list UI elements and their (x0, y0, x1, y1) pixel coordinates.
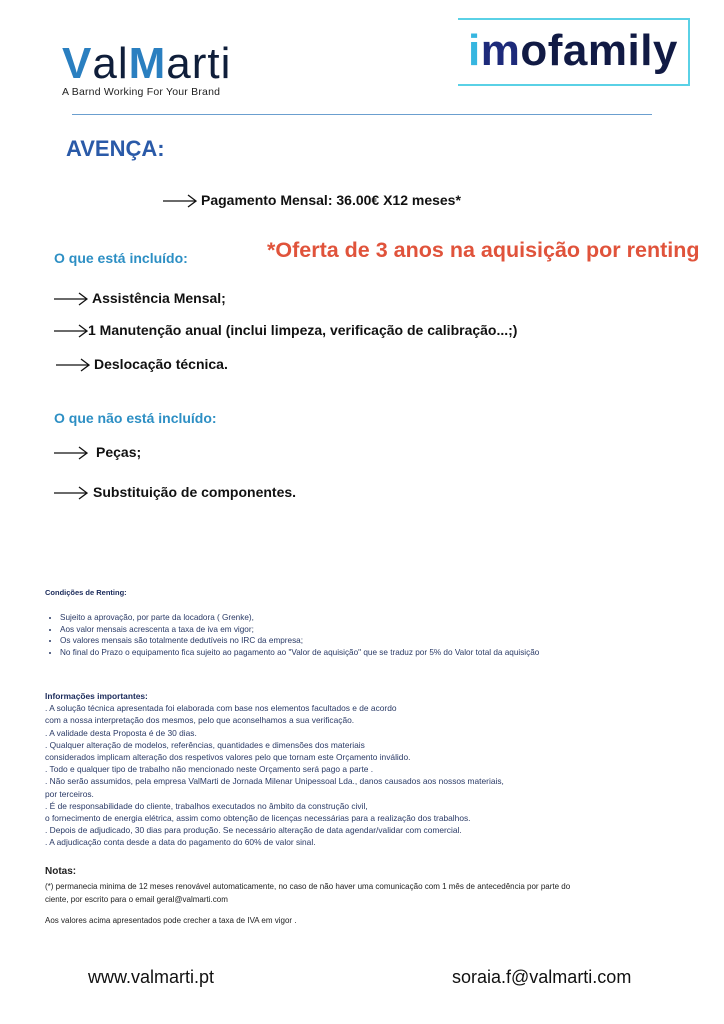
notas-text (45, 881, 695, 906)
arrow-right-icon (56, 358, 90, 372)
notas-heading: Notas: (45, 866, 77, 877)
arrow-right-icon (54, 324, 88, 338)
imofamily-logo (458, 18, 690, 86)
notas-line: (*) permanecia minima de 12 meses renovável automaticamente, no caso de não haver uma comunicação com 1 mês de antecedência por parte do (45, 882, 571, 891)
arrow-right-icon (163, 194, 197, 208)
list-item: • Os valores mensais são totalmente dedutíveis no IRC da empresa; (60, 635, 700, 647)
imofamily-wordmark: imofamily (468, 26, 678, 75)
info-line: . Qualquer alteração de modelos, referências, quantidades e dimensões dos materiais (45, 739, 365, 750)
renting-heading: Condições de Renting: (45, 588, 127, 597)
footer-email[interactable]: soraia.f@valmarti.com (452, 967, 632, 987)
excluded-item: Substituição de componentes. (54, 484, 296, 500)
info-line: . Todo e qualquer tipo de trabalho não mencionado neste Orçamento será pago a parte . (45, 764, 374, 775)
info-line: com a nossa interpretação dos mesmos, pelo que aconselhamos a sua verificação. (45, 715, 355, 726)
info-line: considerados implicam alteração dos respetivos valores pelo que tornam este Orçamento inválido. (45, 752, 411, 763)
info-line: por terceiros. (45, 788, 94, 799)
info-line: . Depois de adjudicado, 30 dias para produção. Se necessário alteração de data agendar/validar com comercial. (45, 825, 462, 836)
offer-text: *Oferta de 3 anos na aquisição por renting (267, 238, 700, 262)
info-line: . A validade desta Proposta é de 30 dias. (45, 727, 197, 738)
info-line: . A solução técnica apresentada foi elaborada com base nos elementos facultados e de acordo (45, 703, 397, 714)
important-info (45, 690, 685, 849)
included-item: Deslocação técnica. (56, 356, 228, 372)
valmarti-wordmark: ValMarti (62, 39, 232, 88)
payment-line: Pagamento Mensal: 36.00€ X12 meses* (163, 192, 461, 208)
notas-line: ciente, por escrito para o email geral@valmarti.com (45, 894, 228, 904)
info-line: . É de responsabilidade do cliente, trabalhos executados no âmbito da construção civil, (45, 800, 368, 811)
list-item: • No final do Prazo o equipamento fica sujeito ao pagamento ao "Valor de aquisição" que se traduz por 5% do Valor total da aquisição (60, 647, 700, 659)
list-item: • Aos valor mensais acrescenta a taxa de iva em vigor; (60, 624, 700, 636)
info-line: . Não serão assumidos, pela empresa ValMarti de Jornada Milenar Unipessoal Lda., danos causados aos nossos materiais, (45, 776, 504, 787)
arrow-right-icon (54, 446, 88, 460)
included-heading: O que está incluído: (54, 250, 188, 266)
info-line: . A adjudicação conta desde a data do pagamento do 60% de valor sinal. (45, 837, 316, 848)
info-heading: Informações importantes: (45, 691, 148, 701)
header-divider (72, 114, 652, 115)
excluded-heading: O que não está incluído: (54, 410, 217, 426)
included-item: Assistência Mensal; (54, 290, 226, 306)
excluded-item: Peças; (54, 444, 141, 460)
info-line: o fornecimento de energia elétrica, assim como obtenção de licenças necessárias para a realização dos trabalhos. (45, 813, 471, 824)
included-item: 1 Manutenção anual (inclui limpeza, verificação de calibração...;) (54, 322, 517, 338)
page-title: AVENÇA: (66, 136, 165, 161)
arrow-right-icon (54, 292, 88, 306)
valmarti-tagline: A Barnd Working For Your Brand (62, 86, 221, 98)
valmarti-logo (62, 39, 232, 98)
notas-vat: Aos valores acima apresentados pode crecher a taxa de IVA em vigor . (45, 916, 297, 925)
renting-list (46, 612, 700, 658)
list-item: • Sujeito a aprovação, por parte da locadora ( Grenke), (60, 612, 700, 624)
arrow-right-icon (54, 486, 88, 500)
footer-website[interactable]: www.valmarti.pt (88, 967, 215, 987)
